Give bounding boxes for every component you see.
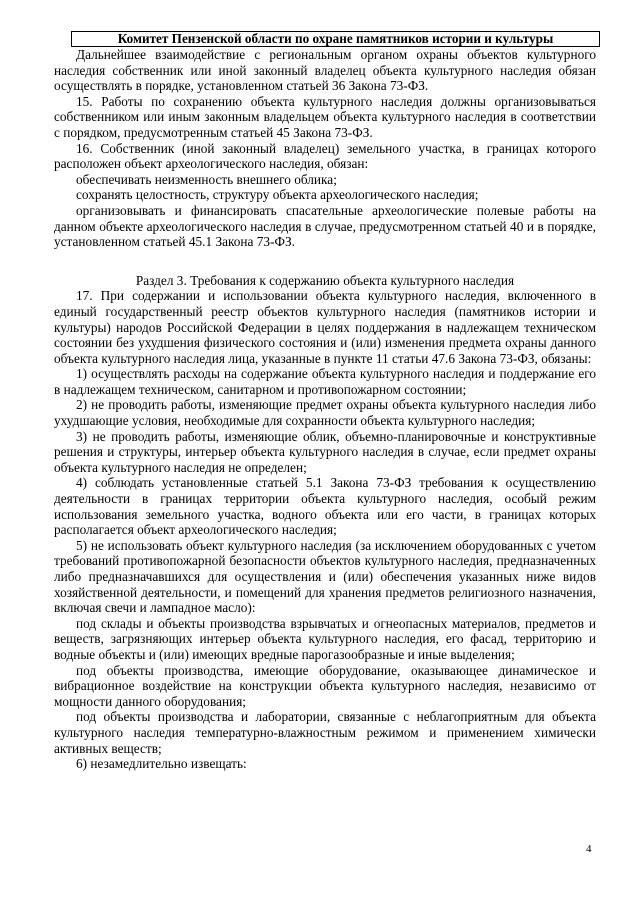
- list-item: 6) незамедлительно извещать:: [76, 756, 247, 772]
- paragraph: 16. Собственник (иной законный владелец) земельного участка, в границах которого расположен объект археологического наследия, обязан:: [54, 140, 596, 172]
- list-item: 3) не проводить работы, изменяющие облик, объемно-планировочные и конструктивные решения и структуры, интерьер объекта культурного наследия в случае, если предмет охраны объекта культурного наследия не определен;: [54, 428, 596, 475]
- list-item: 5) не использовать объект культурного наследия (за исключением оборудованных с учетом требований противопожарной безопасности объектов культурного наследия, предназначенных либо предназначавшихся для осуществления и (или) обеспечения указанных ниже видов хозяйственной деятельности, и помещений для хранения предметов религиозного назначения, включая свечи и лампадное масло):: [54, 537, 596, 616]
- document-header: Комитет Пензенской области по охране памятников истории и культуры: [71, 31, 600, 47]
- paragraph: сохранять целостность, структуру объекта археологического наследия;: [76, 187, 479, 203]
- page-number: 4: [586, 843, 592, 855]
- list-item: под объекты производства и лаборатории, связанные с неблагоприятным для объекта культурного наследия температурно-влажностным режимом и применением химически активных веществ;: [54, 709, 596, 756]
- section-heading: Раздел 3. Требования к содержанию объекта культурного наследия: [135, 272, 515, 288]
- list-item: под объекты производства, имеющие оборудование, оказывающее динамическое и вибрационное воздействие на конструкции объекта культурного наследия, независимо от мощности данного оборудования;: [54, 662, 596, 709]
- list-item: под склады и объекты производства взрывчатых и огнеопасных материалов, предметов и веществ, загрязняющих интерьер объекта культурного наследия, его фасад, территорию и водные объекты и (или) имеющих вредные парогазообразные и иные выделения;: [54, 615, 596, 662]
- document-body: [54, 47, 596, 772]
- paragraph: 15. Работы по сохранению объекта культурного наследия должны организовываться собственником или иным законным владельцем объекта культурного наследия в соответствии с порядком, предусмотренным статьей 45 Закона 73-ФЗ.: [54, 93, 596, 140]
- list-item: 2) не проводить работы, изменяющие предмет охраны объекта культурного наследия либо ухудшающие условия, необходимые для сохранности объекта культурного наследия;: [54, 397, 596, 429]
- list-item: 1) осуществлять расходы на содержание объекта культурного наследия и поддержание его в надлежащем техническом, санитарном и противопожарном состоянии;: [54, 366, 596, 397]
- paragraph: обеспечивать неизменность внешнего облика;: [76, 171, 337, 187]
- list-item: 4) соблюдать установленные статьей 5.1 Закона 73-ФЗ требования к осуществлению деятельности в границах территории объекта культурного наследия, особый режим использования земельного участка, водного объекта или его части, в границах которых располагается объект археологического наследия;: [54, 475, 596, 538]
- paragraph: Дальнейшее взаимодействие с региональным органом охраны объектов культурного наследия собственник или иной законный владелец объекта культурного наследия обязан осуществлять в порядке, установленном статьей 36 Закона 73-ФЗ.: [54, 47, 596, 94]
- paragraph: организовывать и финансировать спасательные археологические полевые работы на данном объекте археологического наследия в случае, предусмотренном статьей 40 и в порядке, установленном статьей 45.1 Закона 73-ФЗ.: [54, 202, 596, 250]
- paragraph: 17. При содержании и использовании объекта культурного наследия, включенного в единый государственный реестр объектов культурного наследия (памятников истории и культуры) народов Российской Федерации в целях поддержания в надлежащем техническом состоянии без ухудшения физического состояния и (или) изменения предмета охраны данного объекта культурного наследия лица, указанные в пункте 11 статьи 47.6 Закона 73-ФЗ, обязаны:: [54, 288, 596, 366]
